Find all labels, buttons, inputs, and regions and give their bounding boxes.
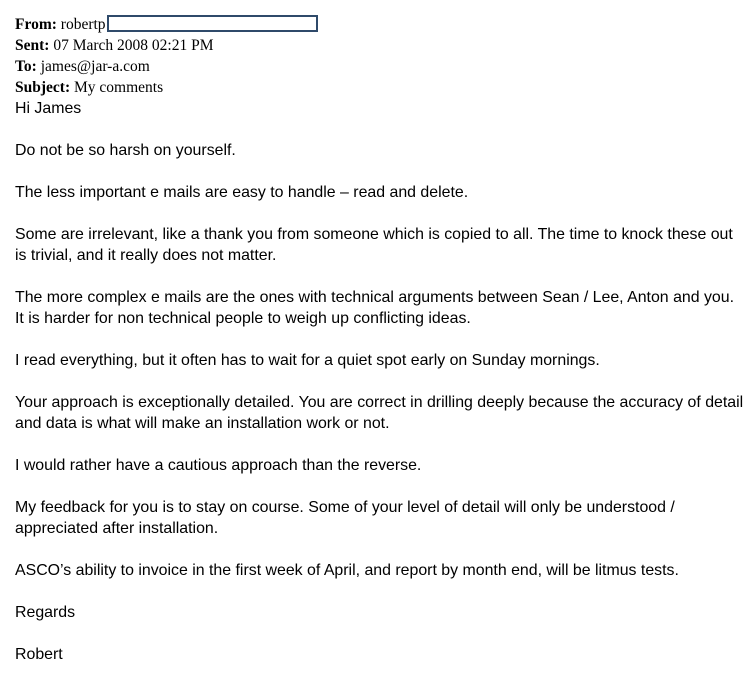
paragraph-7: I would rather have a cautious approach than the reverse. xyxy=(15,457,422,474)
subject-label: Subject: xyxy=(15,79,71,96)
to-label: To: xyxy=(15,58,37,75)
paragraph-4: The more complex e mails are the ones with technical arguments between Sean / Lee, Anton and you. It is harder for non technical people to weigh up conflicting ideas. xyxy=(15,289,735,327)
paragraph-9: ASCO’s ability to invoice in the first week of April, and report by month end, will be litmus tests. xyxy=(15,562,679,579)
sent-line xyxy=(15,35,747,56)
email-message xyxy=(15,14,747,665)
paragraph-6: Your approach is exceptionally detailed. You are correct in drilling deeply because the accuracy of detail and data is what will make an installation work or not. xyxy=(15,394,744,432)
paragraph-3: Some are irrelevant, like a thank you from someone which is copied to all. The time to knock these out is trivial, and it really does not matter. xyxy=(15,226,733,264)
from-label: From: xyxy=(15,16,57,33)
paragraph-1: Do not be so harsh on yourself. xyxy=(15,142,236,159)
paragraph-5: I read everything, but it often has to wait for a quiet spot early on Sunday mornings. xyxy=(15,352,600,369)
sent-label: Sent: xyxy=(15,37,50,54)
signature: Robert xyxy=(15,646,63,663)
to-value: james@jar-a.com xyxy=(40,58,150,75)
closing: Regards xyxy=(15,604,76,621)
greeting: Hi James xyxy=(15,100,82,117)
paragraph-2: The less important e mails are easy to handle – read and delete. xyxy=(15,184,469,201)
redacted-address-box xyxy=(107,15,318,32)
subject-line xyxy=(15,77,747,98)
sent-value: 07 March 2008 02:21 PM xyxy=(53,37,214,54)
email-headers xyxy=(15,14,747,98)
from-line xyxy=(15,14,747,35)
subject-value: My comments xyxy=(73,79,164,96)
from-value: robertp xyxy=(60,16,106,33)
email-body xyxy=(15,98,747,665)
to-line xyxy=(15,56,747,77)
paragraph-8: My feedback for you is to stay on course. Some of your level of detail will only be understood / appreciated after installation. xyxy=(15,499,675,537)
